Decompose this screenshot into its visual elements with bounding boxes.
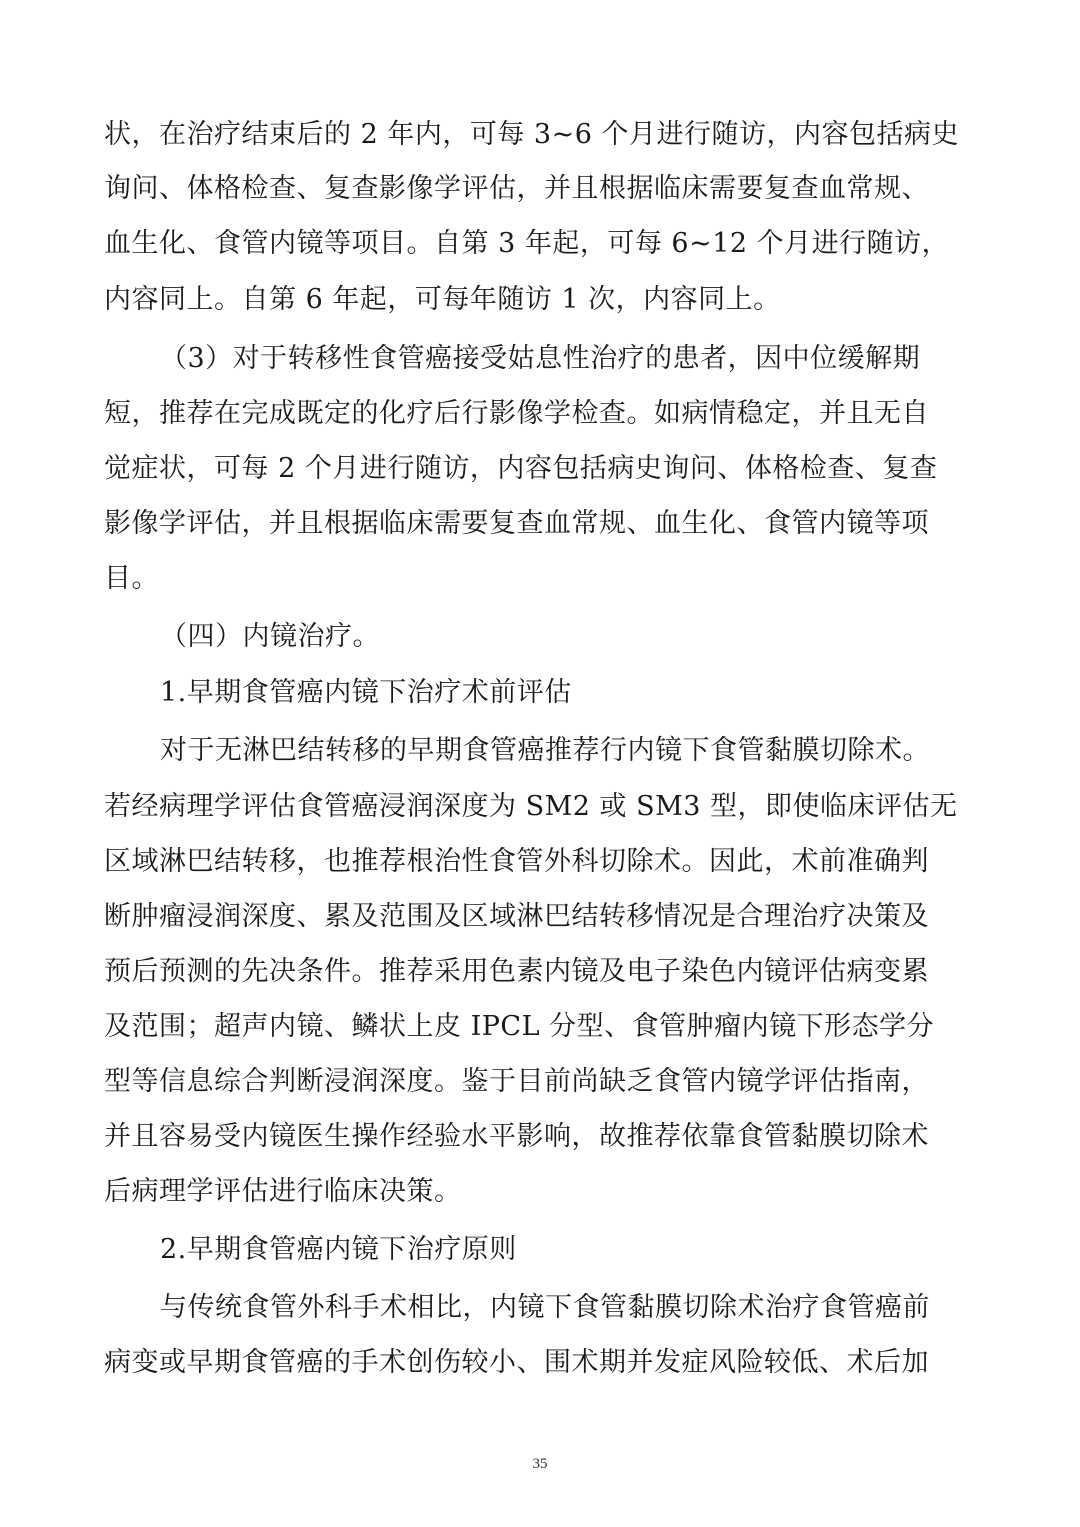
text-line: 目。 bbox=[104, 563, 159, 594]
text-line: 及范围；超声内镜、鳞状上皮 IPCL 分型、食管肿瘤内镜下形态学分 bbox=[104, 1011, 935, 1042]
text-line: 短，推荐在完成既定的化疗后行影像学检查。如病情稳定，并且无自 bbox=[104, 398, 929, 429]
text-line: 若经病理学评估食管癌浸润深度为 SM2 或 SM3 型，即使临床评估无 bbox=[104, 791, 958, 822]
page-number: 35 bbox=[532, 1456, 548, 1472]
text-line: 后病理学评估进行临床决策。 bbox=[104, 1176, 462, 1207]
text-line: 内容同上。自第 6 年起，可每年随访 1 次，内容同上。 bbox=[104, 284, 781, 315]
text-line: 血生化、食管内镜等项目。自第 3 年起，可每 6~12 个月进行随访， bbox=[104, 228, 950, 259]
text-line: 状，在治疗结束后的 2 年内，可每 3~6 个月进行随访，内容包括病史 bbox=[104, 119, 959, 150]
text-line: 病变或早期食管癌的手术创伤较小、围术期并发症风险较低、术后加 bbox=[104, 1347, 929, 1378]
text-line: 区域淋巴结转移，也推荐根治性食管外科切除术。因此，术前准确判 bbox=[104, 846, 929, 877]
subsection-heading: 1.早期食管癌内镜下治疗术前评估 bbox=[160, 677, 572, 708]
text-line: 觉症状，可每 2 个月进行随访，内容包括病史询问、体格检查、复查 bbox=[104, 453, 938, 484]
text-line: 询问、体格检查、复查影像学评估，并且根据临床需要复查血常规、 bbox=[104, 173, 929, 204]
text-line: 型等信息综合判断浸润深度。鉴于目前尚缺乏食管内镜学评估指南， bbox=[104, 1066, 929, 1097]
text-line: 断肿瘤浸润深度、累及范围及区域淋巴结转移情况是合理治疗决策及 bbox=[104, 901, 929, 932]
text-line: 并且容易受内镜医生操作经验水平影响，故推荐依靠食管黏膜切除术 bbox=[104, 1121, 929, 1152]
text-line: 对于无淋巴结转移的早期食管癌推荐行内镜下食管黏膜切除术。 bbox=[160, 735, 930, 766]
text-line: 影像学评估，并且根据临床需要复查血常规、血生化、食管内镜等项 bbox=[104, 508, 929, 539]
text-line: 预后预测的先决条件。推荐采用色素内镜及电子染色内镜评估病变累 bbox=[104, 956, 929, 987]
text-line: 与传统食管外科手术相比，内镜下食管黏膜切除术治疗食管癌前 bbox=[160, 1292, 930, 1323]
text-line: （3）对于转移性食管癌接受姑息性治疗的患者，因中位缓解期 bbox=[160, 343, 921, 374]
subsection-heading: 2.早期食管癌内镜下治疗原则 bbox=[160, 1234, 517, 1265]
section-heading: （四）内镜治疗。 bbox=[160, 621, 380, 652]
